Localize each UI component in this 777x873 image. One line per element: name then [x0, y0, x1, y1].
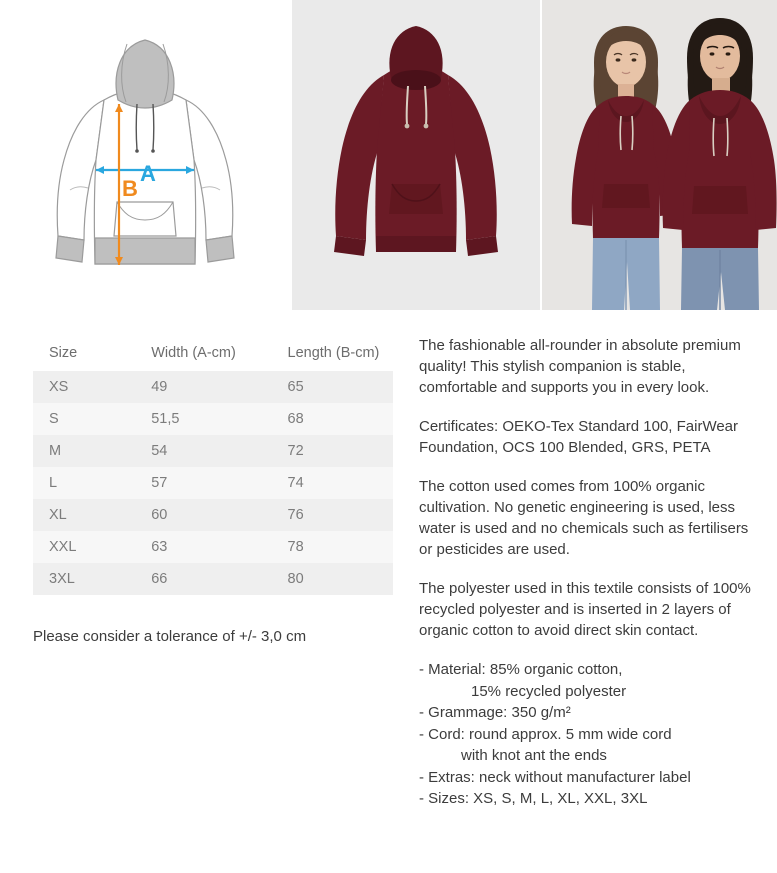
product-photo-panel: [292, 0, 540, 310]
product-image-gallery: [0, 0, 777, 310]
cell-size: 3XL: [33, 563, 135, 595]
technical-drawing-panel: [0, 0, 290, 310]
size-table-column: [0, 335, 400, 810]
spec-grammage: - Grammage: 350 g/m²: [419, 704, 571, 721]
description-certificates: Certificates: OEKO-Tex Standard 100, FairWear Foundation, OCS 100 Blended, GRS, PETA: [419, 418, 739, 456]
cell-length: 68: [272, 403, 394, 435]
models-wearing-hoodies-photo: [542, 0, 777, 310]
spec-list: [419, 659, 757, 810]
cell-size: XXL: [33, 531, 135, 563]
table-header-size: Size: [33, 335, 135, 371]
cell-length: 72: [272, 435, 394, 467]
models-photo-panel: [542, 0, 777, 310]
cell-length: 80: [272, 563, 394, 595]
table-row: [33, 563, 393, 595]
cell-width: 51,5: [135, 403, 271, 435]
cell-size: S: [33, 403, 135, 435]
table-row: [33, 467, 393, 499]
cell-size: M: [33, 435, 135, 467]
table-header-row: [33, 335, 393, 371]
measure-label-b: B: [122, 176, 138, 201]
cell-size: L: [33, 467, 135, 499]
measure-label-a: A: [140, 161, 156, 186]
spec-material-second-line: 15% recycled polyester: [471, 682, 627, 700]
spec-extras: - Extras: neck without manufacturer label: [419, 768, 691, 786]
table-header-width: Width (A-cm): [135, 335, 271, 371]
spec-sizes: - Sizes: XS, S, M, L, XL, XXL, 3XL: [419, 790, 648, 807]
description-intro: The fashionable all-rounder in absolute premium quality! This stylish companion is stable, comfortable and supports you in every look.: [419, 337, 741, 396]
cell-size: XS: [33, 371, 135, 403]
cell-length: 76: [272, 499, 394, 531]
spec-cord-second-line: with knot ant the ends: [461, 747, 607, 764]
table-row: [33, 435, 393, 467]
cell-width: 63: [135, 531, 271, 563]
cell-width: 49: [135, 371, 271, 403]
cell-width: 57: [135, 467, 271, 499]
table-row: [33, 403, 393, 435]
description-cotton: The cotton used comes from 100% organic cultivation. No genetic engineering is used, less water is used and no chemicals such as fertilisers or pesticides are used.: [419, 478, 749, 558]
table-row: [33, 371, 393, 403]
cell-size: XL: [33, 499, 135, 531]
spec-material: - Material: 85% organic cotton,: [419, 661, 623, 678]
cell-width: 60: [135, 499, 271, 531]
description-column: [400, 335, 777, 810]
cell-width: 54: [135, 435, 271, 467]
cell-length: 74: [272, 467, 394, 499]
description-polyester: The polyester used in this textile consists of 100% recycled polyester and is inserted in 2 layers of organic cotton to avoid direct skin contact.: [419, 580, 751, 639]
tolerance-note: Please consider a tolerance of +/- 3,0 cm: [33, 628, 307, 645]
table-row: [33, 499, 393, 531]
spec-cord: - Cord: round approx. 5 mm wide cord: [419, 725, 672, 743]
cell-width: 66: [135, 563, 271, 595]
cell-length: 65: [272, 371, 394, 403]
table-header-length: Length (B-cm): [272, 335, 394, 371]
cell-length: 78: [272, 531, 394, 563]
burgundy-hoodie-photo: [292, 0, 540, 310]
hoodie-technical-drawing: [0, 0, 290, 310]
table-row: [33, 531, 393, 563]
size-table: [33, 335, 393, 595]
product-details-section: [0, 335, 777, 810]
